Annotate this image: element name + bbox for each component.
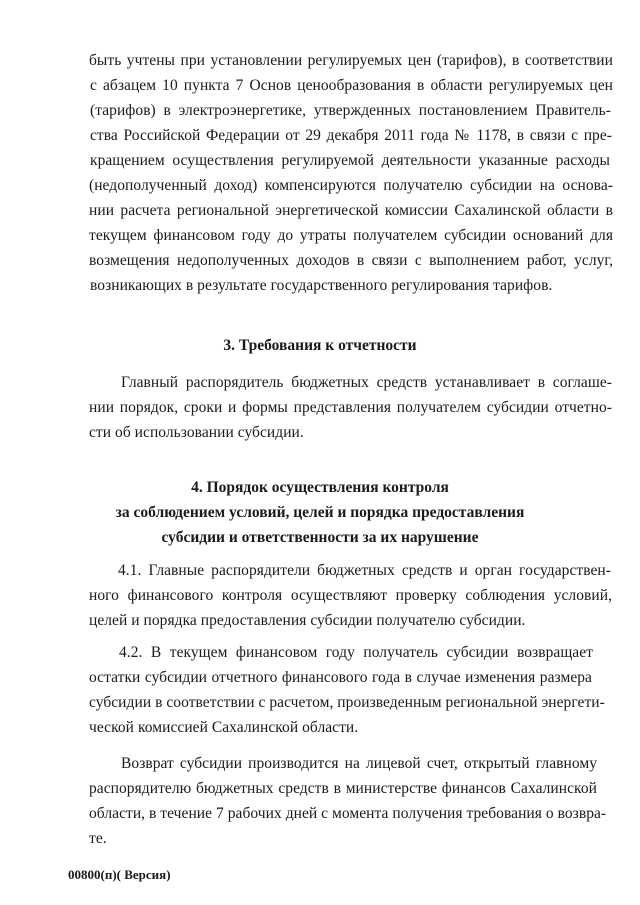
section-3-heading: 3. Требования к отчетности [223,337,417,354]
text-line: возмещения недополученных доходов в связи с выполнением работ, услуг, [89,252,613,269]
document-footer-code: 00800(п)( Версия) [68,867,171,882]
text-line: быть учтены при установлении регулируемых цен (тарифов), в соответствии [89,52,613,69]
text-line: ческой комиссией Сахалинской области. [89,719,359,736]
text-line: целей и порядка предоставления субсидии получателю субсидии. [89,612,526,629]
section-4-heading-line: субсидии и ответственности за их нарушение [161,529,479,546]
text-line: области, в течение 7 рабочих дней с момента получения требования о возвра- [89,805,607,822]
text-line: текущем финансовом году до утраты получателем субсидии оснований для [89,227,613,244]
text-line: субсидии в соответствии с расчетом, произведенным региональной энергети- [89,694,605,711]
section-4-heading-line: 4. Порядок осуществления контроля [191,479,449,496]
text-line: остатки субсидии отчетного финансового года в случае изменения размера [89,669,592,686]
text-line: ного финансового контроля осуществляют проверку соблюдения условий, [89,587,612,604]
text-line: 4.1. Главные распорядители бюджетных средств и орган государствен- [118,562,611,579]
text-line: Главный распорядитель бюджетных средств устанавливает в соглаше- [121,374,612,391]
text-line: нии расчета региональной энергетической комиссии Сахалинской области в [89,202,613,219]
text-line: 4.2. В текущем финансовом году получатель субсидии возвращает [119,644,593,661]
text-line: (тарифов) в электроэнергетике, утвержденных постановлением Правитель- [90,102,611,119]
text-line: ства Российской Федерации от 29 декабря 2011 года № 1178, в связи с пре- [90,127,612,144]
section-4-heading-line: за соблюдением условий, целей и порядка предоставления [115,504,525,521]
text-line: нии порядок, сроки и формы представления получателем субсидии отчетно- [89,399,612,416]
text-line: с абзацем 10 пункта 7 Основ ценообразования в области регулируемых цен [90,77,613,94]
text-line: (недополученный доход) компенсируются получателю субсидии на основа- [89,177,613,194]
text-line: возникающих в результате государственного регулирования тарифов. [90,277,553,294]
text-line: сти об использовании субсидии. [89,424,304,441]
text-line: кращением осуществления регулируемой деятельности указанные расходы [90,152,610,169]
text-line: те. [89,830,107,847]
text-line: распорядителю бюджетных средств в министерстве финансов Сахалинской [89,780,597,797]
text-line: Возврат субсидии производится на лицевой счет, открытый главному [121,755,597,772]
